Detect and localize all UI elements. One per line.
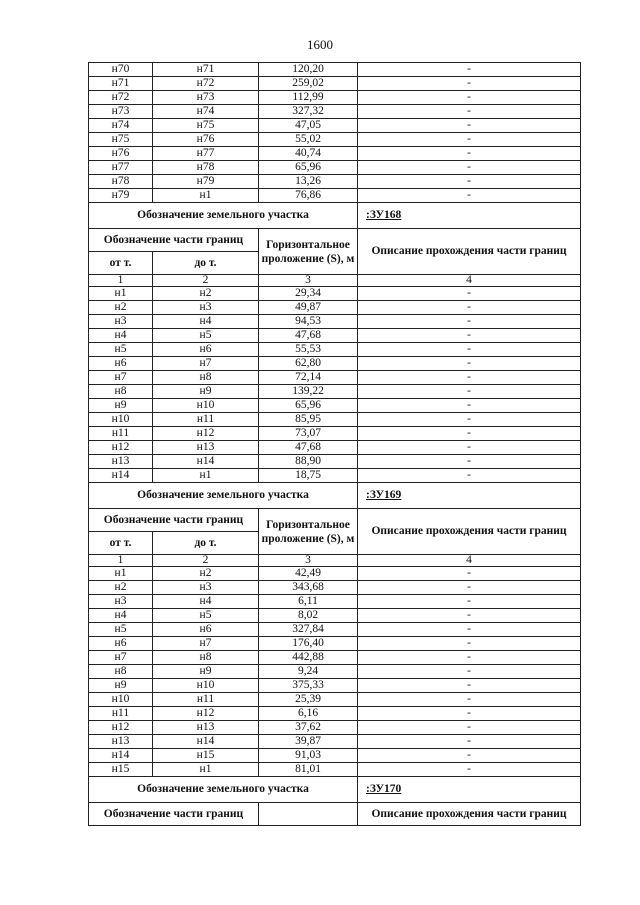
table-row — [89, 469, 581, 483]
to-point: н1 — [153, 469, 259, 483]
to-point: н76 — [153, 133, 259, 147]
horizontal-label: Горизонтальное проложение (S), м — [259, 229, 358, 275]
distance: 55,02 — [259, 133, 358, 147]
table-row — [89, 287, 581, 301]
table-row — [89, 651, 581, 665]
column-number: 2 — [153, 555, 259, 567]
distance: 42,49 — [259, 567, 358, 581]
table-row — [89, 119, 581, 133]
description-label: Описание прохождения части границ — [358, 229, 581, 275]
table-row — [89, 609, 581, 623]
distance: 25,39 — [259, 693, 358, 707]
to-label: до т. — [153, 532, 259, 555]
to-label: до т. — [153, 252, 259, 275]
distance: 29,34 — [259, 287, 358, 301]
table-row — [89, 581, 581, 595]
distance: 62,80 — [259, 357, 358, 371]
description: - — [358, 567, 581, 581]
description: - — [358, 343, 581, 357]
to-point: н11 — [153, 693, 259, 707]
distance: 8,02 — [259, 609, 358, 623]
from-point: н3 — [89, 595, 153, 609]
to-point: н10 — [153, 399, 259, 413]
description: - — [358, 623, 581, 637]
table-row — [89, 329, 581, 343]
distance: 343,68 — [259, 581, 358, 595]
description: - — [358, 427, 581, 441]
from-point: н75 — [89, 133, 153, 147]
part-label: Обозначение части границ — [89, 509, 259, 532]
from-point: н8 — [89, 665, 153, 679]
from-point: н71 — [89, 77, 153, 91]
to-point: н4 — [153, 595, 259, 609]
from-point: н73 — [89, 105, 153, 119]
to-point: н75 — [153, 119, 259, 133]
table-row — [89, 105, 581, 119]
from-point: н2 — [89, 581, 153, 595]
from-point: н11 — [89, 707, 153, 721]
column-number: 1 — [89, 275, 153, 287]
from-point: н72 — [89, 91, 153, 105]
from-point: н3 — [89, 315, 153, 329]
distance: 91,03 — [259, 749, 358, 763]
from-point: н7 — [89, 651, 153, 665]
from-point: н11 — [89, 427, 153, 441]
description: - — [358, 735, 581, 749]
distance: 49,87 — [259, 301, 358, 315]
from-point: н10 — [89, 693, 153, 707]
from-point: н4 — [89, 329, 153, 343]
from-point: н12 — [89, 721, 153, 735]
to-point: н5 — [153, 609, 259, 623]
to-point: н8 — [153, 651, 259, 665]
to-point: н73 — [153, 91, 259, 105]
description: - — [358, 595, 581, 609]
to-point: н12 — [153, 427, 259, 441]
from-point: н79 — [89, 189, 153, 203]
to-point: н13 — [153, 441, 259, 455]
from-point: н14 — [89, 749, 153, 763]
description: - — [358, 441, 581, 455]
description: - — [358, 413, 581, 427]
to-point: н3 — [153, 581, 259, 595]
description: - — [358, 609, 581, 623]
from-point: н4 — [89, 609, 153, 623]
from-point: н5 — [89, 343, 153, 357]
to-point: н79 — [153, 175, 259, 189]
column-number: 3 — [259, 275, 358, 287]
from-point: н6 — [89, 357, 153, 371]
distance: 65,96 — [259, 161, 358, 175]
to-point: н4 — [153, 315, 259, 329]
parcel-id: :ЗУ168 — [358, 203, 581, 229]
table-row — [89, 735, 581, 749]
distance: 37,62 — [259, 721, 358, 735]
from-point: н9 — [89, 679, 153, 693]
distance: 259,02 — [259, 77, 358, 91]
header-row — [89, 509, 581, 532]
description: - — [358, 469, 581, 483]
to-point: н15 — [153, 749, 259, 763]
to-point: н74 — [153, 105, 259, 119]
from-point: н5 — [89, 623, 153, 637]
to-point: н7 — [153, 357, 259, 371]
distance: 139,22 — [259, 385, 358, 399]
boundary-table — [88, 62, 581, 826]
description: - — [358, 749, 581, 763]
distance: 76,86 — [259, 189, 358, 203]
to-point: н11 — [153, 413, 259, 427]
table-row — [89, 455, 581, 469]
page-number: 1600 — [307, 37, 333, 52]
description: - — [358, 189, 581, 203]
table-row — [89, 77, 581, 91]
table-row — [89, 567, 581, 581]
distance: 442,88 — [259, 651, 358, 665]
table-row — [89, 161, 581, 175]
from-point: н76 — [89, 147, 153, 161]
table-row — [89, 189, 581, 203]
parcel-id: :ЗУ169 — [358, 483, 581, 509]
distance: 94,53 — [259, 315, 358, 329]
distance: 39,87 — [259, 735, 358, 749]
column-number: 1 — [89, 555, 153, 567]
description: - — [358, 147, 581, 161]
to-point: н5 — [153, 329, 259, 343]
distance: 6,16 — [259, 707, 358, 721]
description: - — [358, 175, 581, 189]
column-number-row — [89, 555, 581, 567]
distance: 85,95 — [259, 413, 358, 427]
table-row — [89, 679, 581, 693]
from-point: н1 — [89, 567, 153, 581]
from-point: н9 — [89, 399, 153, 413]
parcel-label: Обозначение земельного участка — [89, 777, 358, 803]
to-point: н6 — [153, 623, 259, 637]
table-row — [89, 63, 581, 77]
description: - — [358, 315, 581, 329]
table-row — [89, 133, 581, 147]
from-point: н8 — [89, 385, 153, 399]
table-row — [89, 175, 581, 189]
from-point: н2 — [89, 301, 153, 315]
distance: 73,07 — [259, 427, 358, 441]
table-row — [89, 749, 581, 763]
parcel-label: Обозначение земельного участка — [89, 203, 358, 229]
to-point: н14 — [153, 735, 259, 749]
distance: 81,01 — [259, 763, 358, 777]
distance: 47,05 — [259, 119, 358, 133]
distance: 88,90 — [259, 455, 358, 469]
column-number-row — [89, 275, 581, 287]
to-point: н77 — [153, 147, 259, 161]
to-point: н2 — [153, 567, 259, 581]
description: - — [358, 357, 581, 371]
description: - — [358, 637, 581, 651]
from-point: н10 — [89, 413, 153, 427]
from-point: н6 — [89, 637, 153, 651]
to-point: н3 — [153, 301, 259, 315]
table-row — [89, 637, 581, 651]
to-point: н9 — [153, 665, 259, 679]
table-row — [89, 595, 581, 609]
description: - — [358, 721, 581, 735]
table-row — [89, 721, 581, 735]
to-point: н2 — [153, 287, 259, 301]
to-point: н9 — [153, 385, 259, 399]
parcel-title-row — [89, 483, 581, 509]
to-point: н10 — [153, 679, 259, 693]
distance: 65,96 — [259, 399, 358, 413]
distance: 18,75 — [259, 469, 358, 483]
description: - — [358, 301, 581, 315]
description: - — [358, 679, 581, 693]
description: - — [358, 77, 581, 91]
description: - — [358, 693, 581, 707]
distance: 120,20 — [259, 63, 358, 77]
distance: 40,74 — [259, 147, 358, 161]
description: - — [358, 105, 581, 119]
column-number: 4 — [358, 275, 581, 287]
distance: 13,26 — [259, 175, 358, 189]
column-number: 2 — [153, 275, 259, 287]
description: - — [358, 399, 581, 413]
to-point: н78 — [153, 161, 259, 175]
table-row — [89, 147, 581, 161]
table-row — [89, 343, 581, 357]
distance: 176,40 — [259, 637, 358, 651]
description: - — [358, 63, 581, 77]
table-row — [89, 441, 581, 455]
distance: 47,68 — [259, 329, 358, 343]
to-point: н1 — [153, 189, 259, 203]
parcel-label: Обозначение земельного участка — [89, 483, 358, 509]
table-row — [89, 91, 581, 105]
distance: 112,99 — [259, 91, 358, 105]
partial-header-row — [89, 803, 581, 826]
distance: 327,32 — [259, 105, 358, 119]
table-row — [89, 665, 581, 679]
description: - — [358, 133, 581, 147]
column-number: 3 — [259, 555, 358, 567]
from-point: н13 — [89, 455, 153, 469]
table-row — [89, 693, 581, 707]
horizontal-label-empty — [259, 803, 358, 826]
distance: 72,14 — [259, 371, 358, 385]
to-point: н8 — [153, 371, 259, 385]
description: - — [358, 581, 581, 595]
horizontal-label: Горизонтальное проложение (S), м — [259, 509, 358, 555]
table-row — [89, 763, 581, 777]
to-point: н1 — [153, 763, 259, 777]
description: - — [358, 665, 581, 679]
from-label: от т. — [89, 252, 153, 275]
from-point: н74 — [89, 119, 153, 133]
header-row — [89, 229, 581, 252]
column-number: 4 — [358, 555, 581, 567]
description-label: Описание прохождения части границ — [358, 803, 581, 826]
description: - — [358, 385, 581, 399]
distance: 9,24 — [259, 665, 358, 679]
table-row — [89, 413, 581, 427]
description: - — [358, 763, 581, 777]
distance: 375,33 — [259, 679, 358, 693]
part-label: Обозначение части границ — [89, 803, 259, 826]
to-point: н6 — [153, 343, 259, 357]
description: - — [358, 287, 581, 301]
description: - — [358, 707, 581, 721]
from-point: н12 — [89, 441, 153, 455]
to-point: н14 — [153, 455, 259, 469]
to-point: н13 — [153, 721, 259, 735]
table-row — [89, 385, 581, 399]
from-point: н15 — [89, 763, 153, 777]
to-point: н7 — [153, 637, 259, 651]
description: - — [358, 329, 581, 343]
parcel-title-row — [89, 777, 581, 803]
to-point: н12 — [153, 707, 259, 721]
parcel-id: :ЗУ170 — [358, 777, 581, 803]
description: - — [358, 161, 581, 175]
table-row — [89, 315, 581, 329]
distance: 6,11 — [259, 595, 358, 609]
table-row — [89, 623, 581, 637]
from-point: н13 — [89, 735, 153, 749]
distance: 327,84 — [259, 623, 358, 637]
part-label: Обозначение части границ — [89, 229, 259, 252]
description: - — [358, 651, 581, 665]
from-label: от т. — [89, 532, 153, 555]
to-point: н71 — [153, 63, 259, 77]
table-row — [89, 399, 581, 413]
distance: 55,53 — [259, 343, 358, 357]
table-row — [89, 301, 581, 315]
from-point: н7 — [89, 371, 153, 385]
from-point: н70 — [89, 63, 153, 77]
from-point: н77 — [89, 161, 153, 175]
description: - — [358, 91, 581, 105]
parcel-title-row — [89, 203, 581, 229]
table-row — [89, 427, 581, 441]
from-point: н14 — [89, 469, 153, 483]
table-row — [89, 357, 581, 371]
from-point: н1 — [89, 287, 153, 301]
distance: 47,68 — [259, 441, 358, 455]
description: - — [358, 371, 581, 385]
from-point: н78 — [89, 175, 153, 189]
description-label: Описание прохождения части границ — [358, 509, 581, 555]
description: - — [358, 119, 581, 133]
table-row — [89, 371, 581, 385]
description: - — [358, 455, 581, 469]
table-row — [89, 707, 581, 721]
to-point: н72 — [153, 77, 259, 91]
